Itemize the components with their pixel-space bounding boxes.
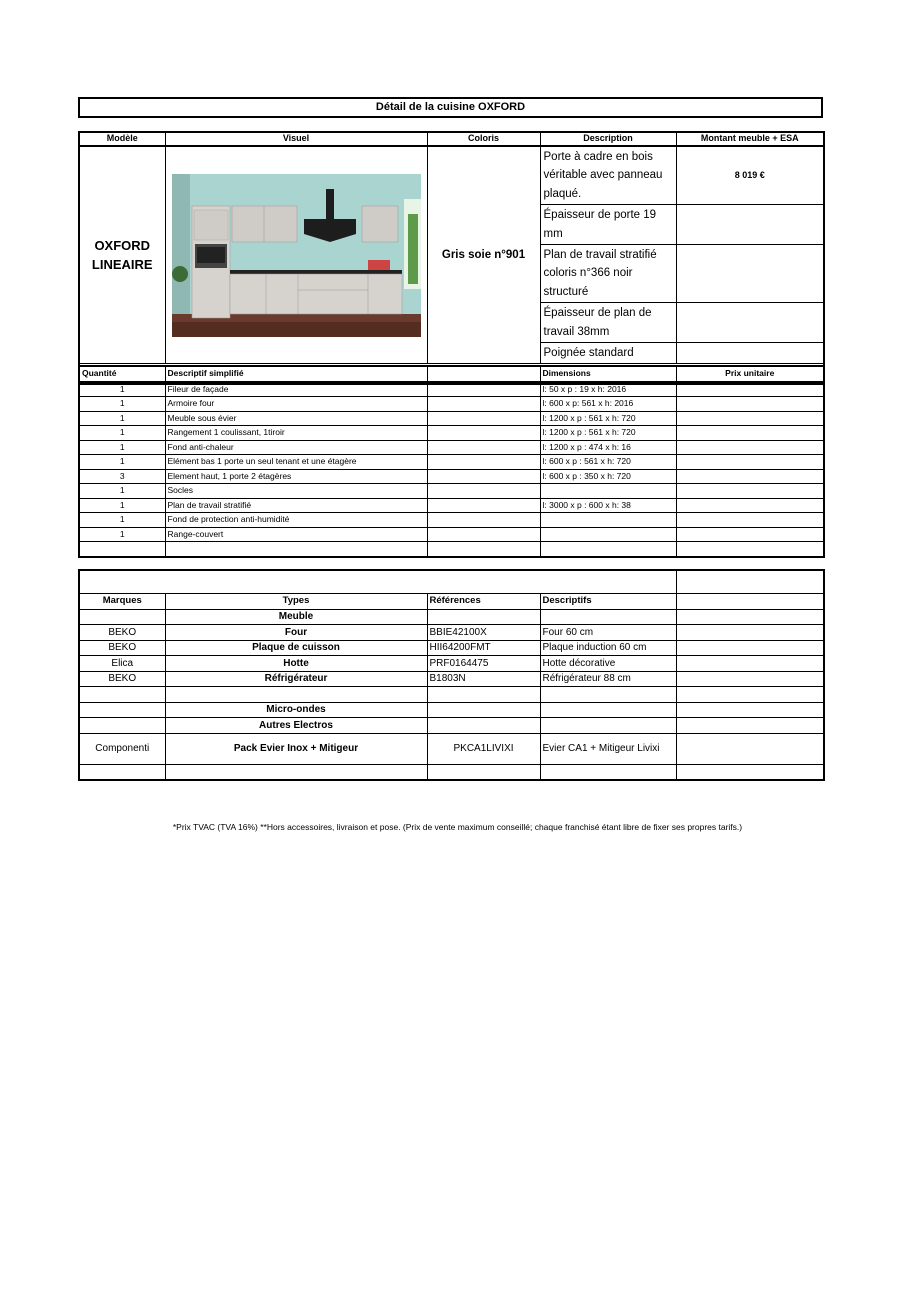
appliance-type: Réfrigérateur [165, 671, 427, 687]
appliance-brand [79, 687, 165, 703]
item-qty: 1 [79, 397, 165, 412]
header-descriptifs: Descriptifs [540, 594, 676, 610]
meuble-label: Meuble [165, 609, 427, 625]
item-qty: 1 [79, 513, 165, 528]
item-dim: l: 600 x p : 350 x h: 720 [540, 469, 676, 484]
item-desc: Socles [165, 484, 427, 499]
appliance-brand: Elica [79, 656, 165, 672]
item-qty: 1 [79, 498, 165, 513]
componenti-row [79, 733, 824, 764]
appliances-top-row [79, 570, 824, 594]
header-references: Références [427, 594, 540, 610]
item-desc: Fileur de façade [165, 382, 427, 397]
price-empty [676, 205, 824, 245]
footnote: *Prix TVAC (TVA 16%) **Hors accessoires, livraison et pose. (Prix de vente maximum conseillé; chaque franchisé étant libre de fixer ses propres tarifs.) [172, 822, 743, 832]
appliance-row [79, 625, 824, 641]
item-desc: Armoire four [165, 397, 427, 412]
item-dim: l: 600 x p: 561 x h: 2016 [540, 397, 676, 412]
price-value: 8 019 € [676, 146, 824, 205]
appliance-type: Plaque de cuisson [165, 640, 427, 656]
item-dim: l: 1200 x p : 474 x h: 16 [540, 440, 676, 455]
description-3: Plan de travail stratifié coloris n°366 noir structuré [540, 244, 676, 302]
appliance-row [79, 640, 824, 656]
item-dim [540, 527, 676, 542]
table-row [79, 455, 824, 470]
appliance-brand: BEKO [79, 640, 165, 656]
appliance-desc [540, 687, 676, 703]
item-qty: 1 [79, 426, 165, 441]
item-desc: Fond anti-chaleur [165, 440, 427, 455]
model-line2: LINEAIRE [91, 257, 153, 273]
table-row [79, 411, 824, 426]
appliance-desc [540, 718, 676, 734]
description-2: Épaisseur de porte 19 mm [540, 205, 676, 245]
table-row-empty [79, 542, 824, 557]
model-line1: OXFORD [94, 237, 151, 253]
page-title: Détail de la cuisine OXFORD [79, 98, 822, 117]
price-empty [676, 342, 824, 363]
appliance-ref: B1803N [427, 671, 540, 687]
items-header-row [79, 366, 824, 382]
table-row [79, 513, 824, 528]
items-table [78, 365, 825, 558]
appliance-ref: HII64200FMT [427, 640, 540, 656]
header-descriptif: Descriptif simplifié [165, 366, 427, 382]
appliance-desc: Four 60 cm [540, 625, 676, 641]
appliance-ref [427, 702, 540, 718]
item-dim: l: 1200 x p : 561 x h: 720 [540, 426, 676, 441]
appliance-row-empty [79, 764, 824, 780]
appliances-table [78, 569, 825, 781]
item-desc: Plan de travail stratifié [165, 498, 427, 513]
appliance-type: Hotte [165, 656, 427, 672]
header-quantite: Quantité [79, 366, 165, 382]
appliance-ref [427, 687, 540, 703]
product-header-row [79, 132, 824, 146]
header-visuel: Visuel [165, 132, 427, 146]
appliance-row [79, 671, 824, 687]
item-desc: Range-couvert [165, 527, 427, 542]
table-row [79, 484, 824, 499]
componenti-desc: Evier CA1 + Mitigeur Livixi [540, 733, 676, 764]
componenti-brand: Componenti [79, 733, 165, 764]
componenti-ref: PKCA1LIVIXI [427, 733, 540, 764]
header-coloris: Coloris [427, 132, 540, 146]
appliance-type: Autres Electros [165, 718, 427, 734]
appliance-row [79, 702, 824, 718]
header-description: Description [540, 132, 676, 146]
componenti-type: Pack Evier Inox + Mitigeur [165, 733, 427, 764]
appliance-desc: Réfrigérateur 88 cm [540, 671, 676, 687]
appliance-desc: Hotte décorative [540, 656, 676, 672]
appliance-type: Four [165, 625, 427, 641]
appliance-desc: Plaque induction 60 cm [540, 640, 676, 656]
item-desc: Fond de protection anti-humidité [165, 513, 427, 528]
item-dim [540, 513, 676, 528]
item-qty: 3 [79, 469, 165, 484]
price-empty [676, 303, 824, 343]
item-qty: 1 [79, 382, 165, 397]
header-marques: Marques [79, 594, 165, 610]
appliance-type: Micro-ondes [165, 702, 427, 718]
price-empty [676, 244, 824, 302]
item-qty: 1 [79, 455, 165, 470]
header-types: Types [165, 594, 427, 610]
appliance-brand: BEKO [79, 671, 165, 687]
description-1: Porte à cadre en bois véritable avec panneau plaqué. [540, 146, 676, 205]
item-dim [540, 484, 676, 499]
appliance-brand [79, 718, 165, 734]
header-prix: Prix unitaire [676, 366, 824, 382]
item-dim: l: 3000 x p : 600 x h: 38 [540, 498, 676, 513]
appliance-ref [427, 718, 540, 734]
header-empty [427, 366, 540, 382]
item-qty: 1 [79, 440, 165, 455]
item-desc: Elément bas 1 porte un seul tenant et une étagère [165, 455, 427, 470]
appliance-row [79, 656, 824, 672]
item-desc: Element haut, 1 porte 2 étagères [165, 469, 427, 484]
product-table [78, 131, 825, 385]
appliance-row [79, 718, 824, 734]
kitchen-image [172, 174, 421, 337]
model-name [79, 146, 165, 364]
appliance-brand [79, 702, 165, 718]
appliance-ref: BBIE42100X [427, 625, 540, 641]
item-desc: Meuble sous évier [165, 411, 427, 426]
appliance-row [79, 687, 824, 703]
header-dimensions: Dimensions [540, 366, 676, 382]
item-dim: l: 1200 x p : 561 x h: 720 [540, 411, 676, 426]
appliances-header-row [79, 594, 824, 610]
table-row [79, 527, 824, 542]
item-desc: Rangement 1 coulissant, 1tiroir [165, 426, 427, 441]
appliance-ref: PRF0164475 [427, 656, 540, 672]
appliance-desc [540, 702, 676, 718]
table-row [79, 382, 824, 397]
item-dim: l: 600 x p : 561 x h: 720 [540, 455, 676, 470]
table-row [79, 397, 824, 412]
coloris-value: Gris soie n°901 [427, 146, 540, 364]
table-row [79, 469, 824, 484]
header-montant: Montant meuble + ESA [676, 132, 824, 146]
title-table [78, 97, 823, 118]
item-qty: 1 [79, 411, 165, 426]
item-qty: 1 [79, 484, 165, 499]
header-modele: Modèle [79, 132, 165, 146]
appliance-brand: BEKO [79, 625, 165, 641]
description-4: Épaisseur de plan de travail 38mm [540, 303, 676, 343]
table-row [79, 498, 824, 513]
kitchen-visual [165, 146, 427, 364]
item-qty: 1 [79, 527, 165, 542]
table-row [79, 426, 824, 441]
item-dim: l: 50 x p : 19 x h: 2016 [540, 382, 676, 397]
table-row [79, 440, 824, 455]
appliance-type [165, 687, 427, 703]
description-5: Poignée standard [540, 342, 676, 363]
